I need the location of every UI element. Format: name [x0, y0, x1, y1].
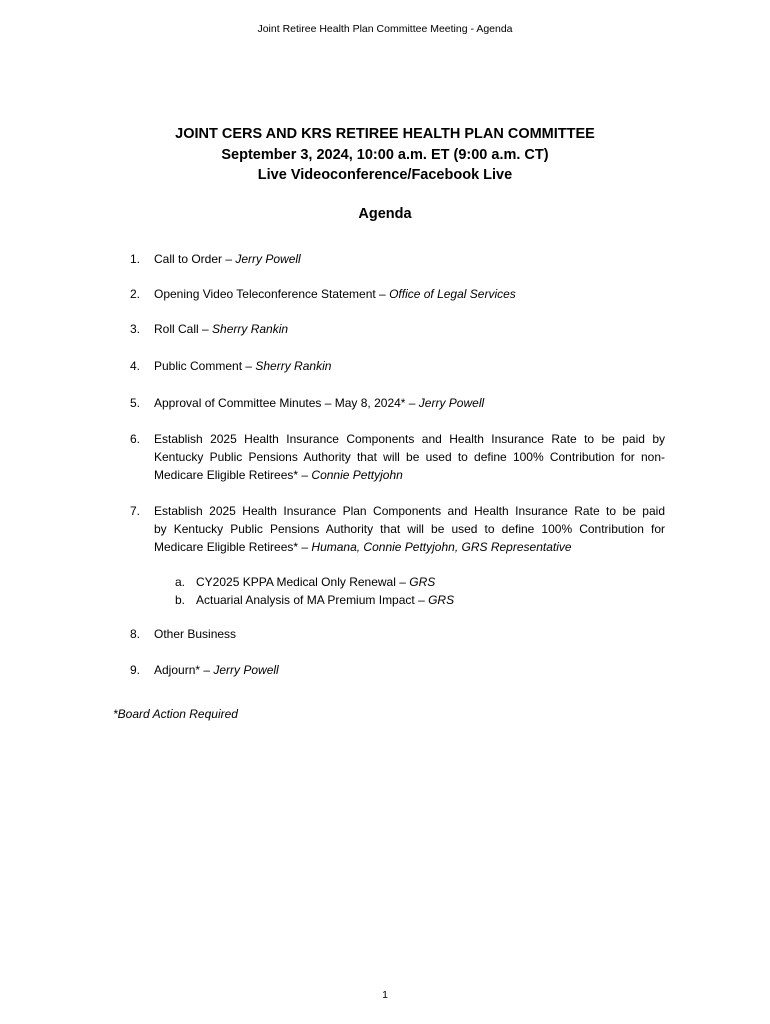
item-presenter: Connie Pettyjohn [311, 468, 403, 482]
running-header: Joint Retiree Health Plan Committee Meeting - Agenda [257, 23, 513, 35]
item-presenter: Jerry Powell [235, 252, 301, 266]
item-presenter: Office of Legal Services [389, 287, 516, 301]
item-number: 3. [130, 322, 141, 336]
board-action-footnote: *Board Action Required [113, 707, 238, 721]
agenda-item-2 [130, 285, 665, 303]
item-number: 2. [130, 287, 141, 301]
agenda-item-9 [130, 661, 665, 679]
agenda-item-7 [130, 502, 665, 556]
item-number: 1. [130, 252, 141, 266]
item-text: Adjourn* – [154, 663, 214, 677]
item-number: 6. [130, 432, 141, 446]
item-text-line: by Kentucky Public Pensions Authority that will be used to define 100% Contribution for [154, 522, 665, 536]
agenda-item-3 [130, 320, 665, 338]
item-presenter: Sherry Rankin [255, 359, 332, 373]
item-text-line: Establish 2025 Health Insurance Plan Components and Health Insurance Rate to be paid [154, 504, 665, 518]
agenda-item-6 [130, 430, 665, 484]
meeting-title-block [0, 124, 770, 186]
item-text-last-line [154, 466, 665, 484]
subitem-text: Actuarial Analysis of MA Premium Impact – [196, 593, 429, 607]
page-number: 1 [382, 989, 388, 1001]
item-text-line: Medicare Eligible Retirees* – [154, 468, 312, 482]
item-number: 9. [130, 663, 141, 677]
item-number: 7. [130, 504, 141, 518]
meeting-datetime: September 3, 2024, 10:00 a.m. ET (9:00 a.m. CT) [221, 146, 549, 163]
item-presenter: Jerry Powell [418, 396, 485, 410]
agenda-subitem-b [175, 591, 655, 609]
item-text: Public Comment – [154, 359, 256, 373]
subitem-letter: b. [175, 593, 186, 607]
item-text: Other Business [154, 627, 237, 641]
agenda-item-5 [130, 394, 665, 412]
agenda-item-4 [130, 357, 665, 375]
item-text: Call to Order – [154, 252, 236, 266]
agenda-item-8 [130, 625, 665, 643]
agenda-heading: Agenda [358, 206, 412, 222]
subitem-presenter: GRS [428, 593, 455, 607]
item-number: 8. [130, 627, 141, 641]
item-text-line: Kentucky Public Pensions Authority that will be used to define 100% Contribution for non- [154, 450, 665, 464]
item-text-line: Medicare Eligible Retirees* – [154, 540, 312, 554]
item-presenter: Sherry Rankin [212, 322, 289, 336]
subitem-letter: a. [175, 575, 186, 589]
item-presenter: Jerry Powell [213, 663, 279, 677]
item-presenter: Humana, Connie Pettyjohn, GRS Representative [311, 540, 572, 554]
subitem-presenter: GRS [409, 575, 436, 589]
item-number: 5. [130, 396, 141, 410]
item-text: Roll Call – [154, 322, 213, 336]
agenda-subitem-a [175, 573, 655, 591]
meeting-venue: Live Videoconference/Facebook Live [257, 167, 513, 183]
item-text: Approval of Committee Minutes – May 8, 2024* – [154, 396, 419, 410]
item-number: 4. [130, 359, 141, 373]
item-text: Opening Video Teleconference Statement – [154, 287, 390, 301]
agenda-item-1 [130, 250, 665, 268]
subitem-text: CY2025 KPPA Medical Only Renewal – [196, 575, 410, 589]
item-text-line: Establish 2025 Health Insurance Components and Health Insurance Rate to be paid by [154, 432, 665, 446]
item-text-last-line [154, 538, 665, 556]
committee-name: JOINT CERS AND KRS RETIREE HEALTH PLAN COMMITTEE [175, 126, 595, 142]
